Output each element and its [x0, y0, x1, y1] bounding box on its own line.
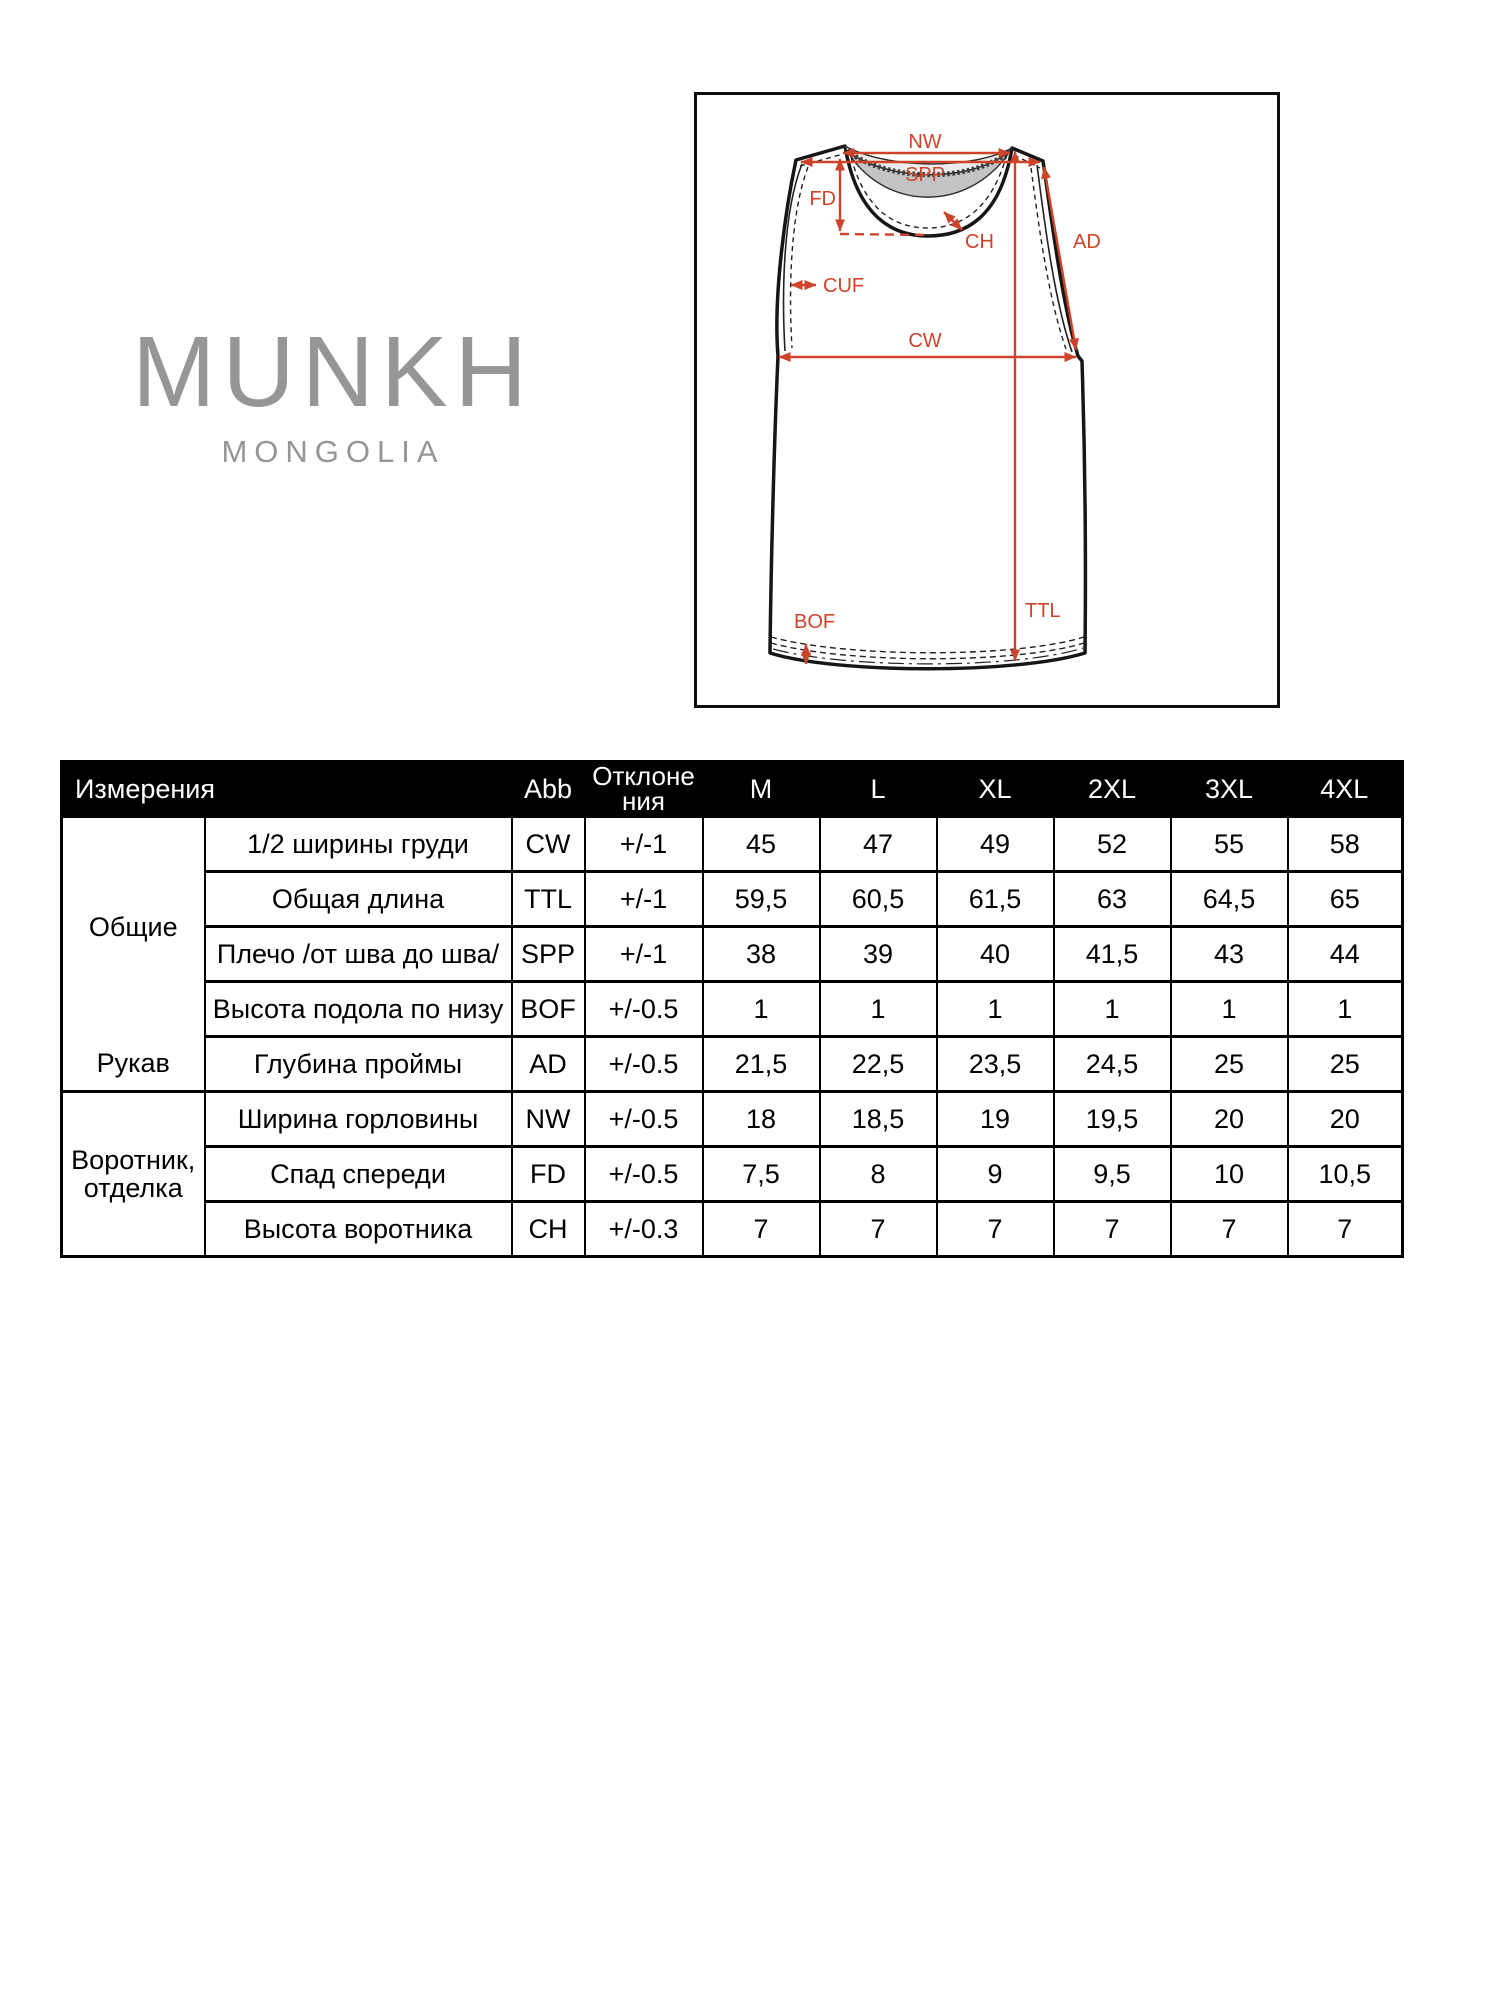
table-header-row — [62, 762, 1403, 817]
size-value-cell: 60,5 — [820, 872, 937, 927]
size-value-cell: 10,5 — [1288, 1147, 1403, 1202]
table-row — [62, 1037, 1403, 1092]
cw-label: CW — [908, 330, 942, 352]
garment-diagram-frame — [694, 92, 1280, 708]
table-row — [62, 1092, 1403, 1147]
table-row — [62, 872, 1403, 927]
size-value-cell: 7 — [1171, 1202, 1288, 1257]
size-value-cell: 7 — [1288, 1202, 1403, 1257]
nw-label: NW — [908, 131, 942, 153]
size-value-cell: 18 — [703, 1092, 820, 1147]
table-row — [62, 817, 1403, 872]
table-row — [62, 1147, 1403, 1202]
garment-diagram — [697, 95, 1277, 705]
size-value-cell: 1 — [1288, 982, 1403, 1037]
tolerance-cell: +/-1 — [585, 872, 703, 927]
size-value-cell: 25 — [1288, 1037, 1403, 1092]
bof-label: BOF — [794, 611, 836, 633]
table-row — [62, 927, 1403, 982]
table-row — [62, 982, 1403, 1037]
size-value-cell: 64,5 — [1171, 872, 1288, 927]
abb-cell: SPP — [512, 927, 585, 982]
header-size-xl: XL — [937, 762, 1054, 817]
brand-name: MUNKH — [132, 316, 534, 428]
size-value-cell: 7,5 — [703, 1147, 820, 1202]
size-value-cell: 8 — [820, 1147, 937, 1202]
measurement-name-cell: Спад спереди — [205, 1147, 512, 1202]
fd-label: FD — [809, 188, 836, 210]
tolerance-cell: +/-1 — [585, 817, 703, 872]
brand-logo — [128, 316, 538, 469]
spp-label: SPP — [904, 164, 946, 186]
size-value-cell: 55 — [1171, 817, 1288, 872]
size-value-cell: 43 — [1171, 927, 1288, 982]
size-value-cell: 65 — [1288, 872, 1403, 927]
size-value-cell: 7 — [820, 1202, 937, 1257]
cuf-label: CUF — [823, 275, 865, 297]
measurement-name-cell: Высота воротника — [205, 1202, 512, 1257]
size-value-cell: 9,5 — [1054, 1147, 1171, 1202]
ch-label: CH — [965, 231, 994, 253]
abb-cell: TTL — [512, 872, 585, 927]
size-value-cell: 1 — [1171, 982, 1288, 1037]
header-size-l: L — [820, 762, 937, 817]
size-value-cell: 25 — [1171, 1037, 1288, 1092]
size-value-cell: 9 — [937, 1147, 1054, 1202]
table-row — [62, 1202, 1403, 1257]
measurement-name-cell: Глубина проймы — [205, 1037, 512, 1092]
group-cell-collar: Воротник, отделка — [62, 1092, 205, 1257]
size-value-cell: 18,5 — [820, 1092, 937, 1147]
abb-cell: BOF — [512, 982, 585, 1037]
abb-cell: NW — [512, 1092, 585, 1147]
tolerance-cell: +/-0.5 — [585, 1092, 703, 1147]
measurement-name-cell: Ширина горловины — [205, 1092, 512, 1147]
header-size-2xl: 2XL — [1054, 762, 1171, 817]
tolerance-cell: +/-0.5 — [585, 1037, 703, 1092]
size-value-cell: 22,5 — [820, 1037, 937, 1092]
size-value-cell: 7 — [1054, 1202, 1171, 1257]
group-cell-sleeve: Рукав — [62, 1037, 205, 1092]
header-size-m: M — [703, 762, 820, 817]
abb-cell: CH — [512, 1202, 585, 1257]
header-abb: Abb — [512, 762, 585, 817]
size-value-cell: 1 — [937, 982, 1054, 1037]
size-value-cell: 1 — [820, 982, 937, 1037]
size-value-cell: 47 — [820, 817, 937, 872]
size-value-cell: 7 — [937, 1202, 1054, 1257]
size-value-cell: 20 — [1288, 1092, 1403, 1147]
brand-subtitle: MONGOLIA — [221, 434, 445, 469]
size-table — [60, 760, 1404, 1258]
tolerance-cell: +/-1 — [585, 927, 703, 982]
abb-cell: FD — [512, 1147, 585, 1202]
ttl-label: TTL — [1025, 600, 1061, 622]
tank-top-outline — [770, 146, 1085, 669]
size-value-cell: 7 — [703, 1202, 820, 1257]
size-value-cell: 44 — [1288, 927, 1403, 982]
size-value-cell: 1 — [703, 982, 820, 1037]
header-tolerance-line1: Отклоне — [592, 761, 695, 791]
size-value-cell: 49 — [937, 817, 1054, 872]
size-value-cell: 59,5 — [703, 872, 820, 927]
size-value-cell: 1 — [1054, 982, 1171, 1037]
header-tolerance — [585, 762, 703, 817]
tolerance-cell: +/-0.5 — [585, 1147, 703, 1202]
size-value-cell: 45 — [703, 817, 820, 872]
size-value-cell: 21,5 — [703, 1037, 820, 1092]
size-value-cell: 58 — [1288, 817, 1403, 872]
abb-cell: AD — [512, 1037, 585, 1092]
size-value-cell: 20 — [1171, 1092, 1288, 1147]
group-cell-general: Общие — [62, 817, 205, 1037]
measurement-name-cell: 1/2 ширины груди — [205, 817, 512, 872]
size-value-cell: 10 — [1171, 1147, 1288, 1202]
size-value-cell: 41,5 — [1054, 927, 1171, 982]
abb-cell: CW — [512, 817, 585, 872]
size-value-cell: 40 — [937, 927, 1054, 982]
header-size-4xl: 4XL — [1288, 762, 1403, 817]
size-value-cell: 38 — [703, 927, 820, 982]
measurement-name-cell: Плечо /от шва до шва/ — [205, 927, 512, 982]
size-value-cell: 19,5 — [1054, 1092, 1171, 1147]
header-size-3xl: 3XL — [1171, 762, 1288, 817]
measurement-name-cell: Общая длина — [205, 872, 512, 927]
size-value-cell: 61,5 — [937, 872, 1054, 927]
size-value-cell: 52 — [1054, 817, 1171, 872]
ad-label: AD — [1073, 231, 1101, 253]
size-value-cell: 23,5 — [937, 1037, 1054, 1092]
tolerance-cell: +/-0.5 — [585, 982, 703, 1037]
tolerance-cell: +/-0.3 — [585, 1202, 703, 1257]
measurement-name-cell: Высота подола по низу — [205, 982, 512, 1037]
header-measurements: Измерения — [62, 762, 512, 817]
size-value-cell: 24,5 — [1054, 1037, 1171, 1092]
size-value-cell: 63 — [1054, 872, 1171, 927]
size-value-cell: 39 — [820, 927, 937, 982]
header-tolerance-line2: ния — [622, 786, 665, 816]
size-value-cell: 19 — [937, 1092, 1054, 1147]
